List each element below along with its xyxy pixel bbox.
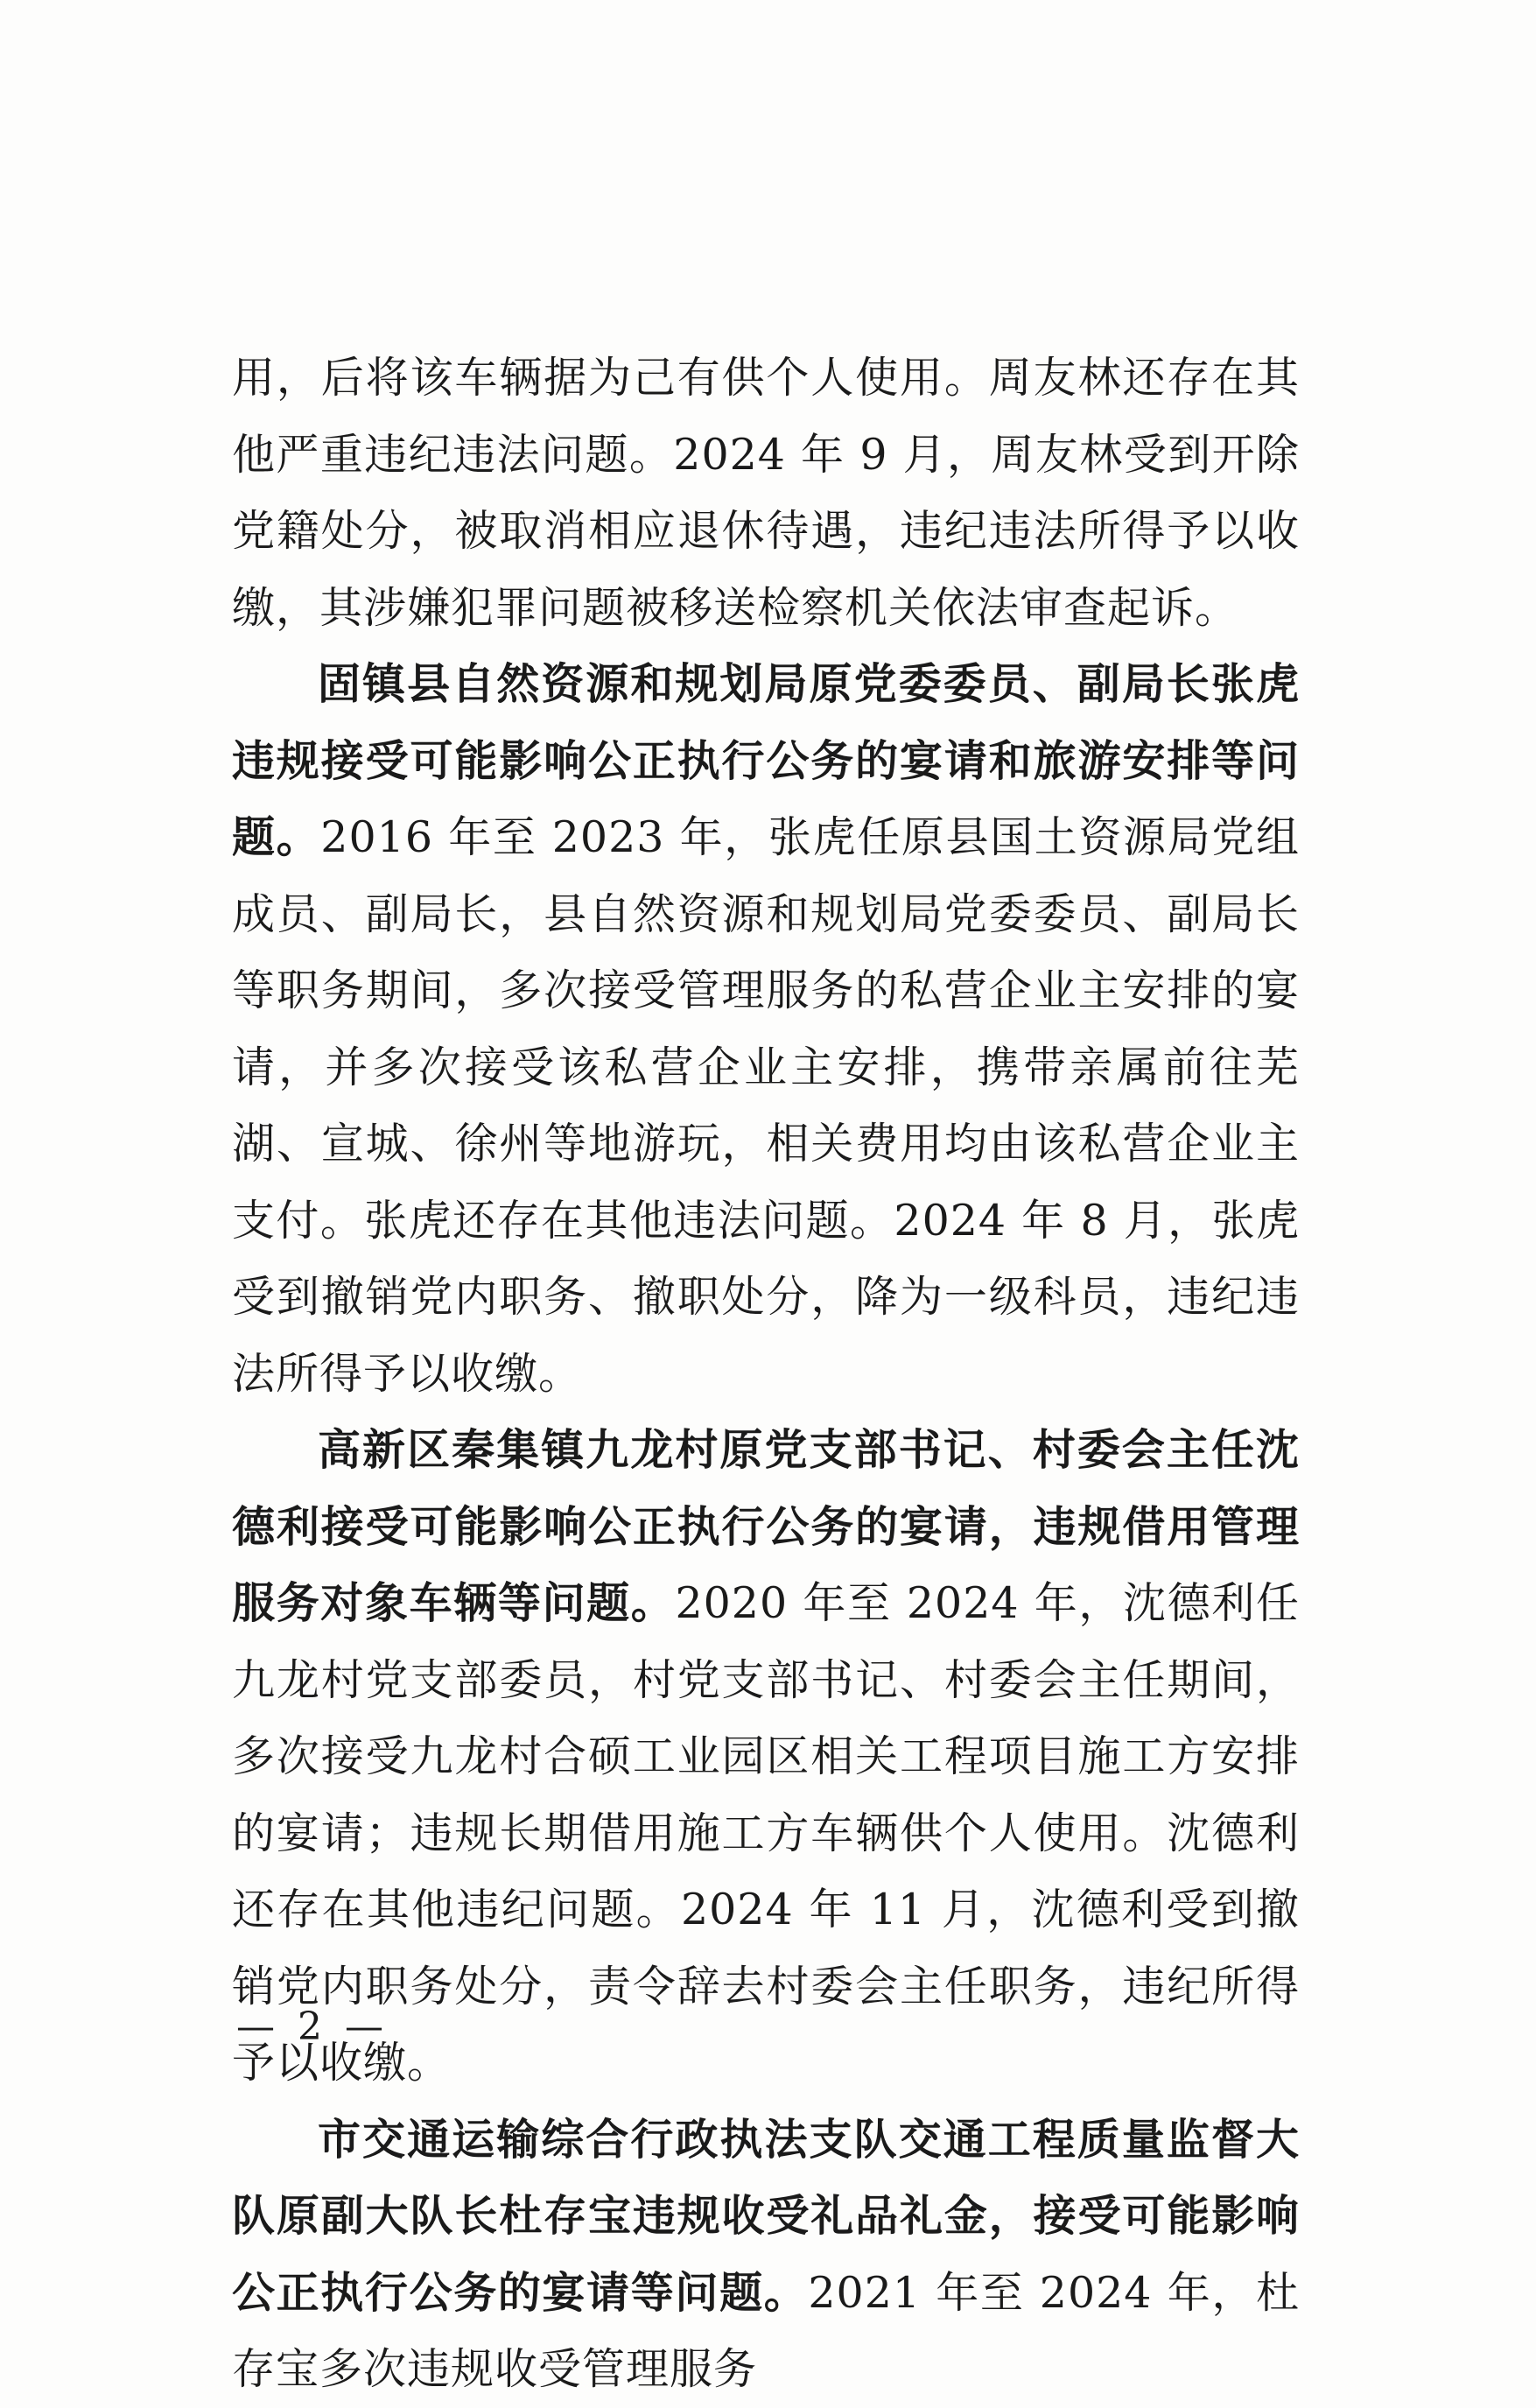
paragraph-case-du-cunbao [232,2102,1300,2408]
paragraph-lead-heading: 高新区秦集镇九龙村原党支部书记、村委会主任沈德利接受可能影响公正执行公务的宴请，违规借用管理服务对象车辆等问题。 [232,1425,1300,1628]
paragraph-body: 2021 年至 2024 年，杜存宝多次违规收受管理服务 [232,2267,1300,2394]
page-number: — 2 — [236,2004,389,2049]
paragraph-body: 用，后将该车辆据为己有供个人使用。周友林还存在其他严重违纪违法问题。2024 年 9 月，周友林受到开除党籍处分，被取消相应退休待遇，违纪违法所得予以收缴，其涉嫌犯罪问题被移送检察机关依法审查起诉。 [232,353,1300,633]
document-body [232,340,1300,2408]
paragraph-case-zhang-hu [232,646,1300,1412]
paragraph-body: 2020 年至 2024 年，沈德利任九龙村党支部委员，村党支部书记、村委会主任期间，多次接受九龙村合硕工业园区相关工程项目施工方安排的宴请；违规长期借用施工方车辆供个人使用。沈德利还存在其他违纪问题。2024 年 11 月，沈德利受到撤销党内职务处分，责令辞去村委会主任职务，违纪所得予以收缴。 [232,1578,1300,2088]
paragraph-lead-heading: 固镇县自然资源和规划局原党委委员、副局长张虎违规接受可能影响公正执行公务的宴请和旅游安排等问题。 [232,659,1300,862]
paragraph-lead-heading: 市交通运输综合行政执法支队交通工程质量监督大队原副大队长杜存宝违规收受礼品礼金，接受可能影响公正执行公务的宴请等问题。 [232,2114,1300,2318]
paragraph-body: 2016 年至 2023 年，张虎任原县国土资源局党组成员、副局长，县自然资源和规划局党委委员、副局长等职务期间，多次接受管理服务的私营企业主安排的宴请，并多次接受该私营企业主安排，携带亲属前往芜湖、宣城、徐州等地游玩，相关费用均由该私营企业主支付。张虎还存在其他违法问题。2024 年 8 月，张虎受到撤销党内职务、撤职处分，降为一级科员，违纪违法所得予以收缴。 [232,812,1300,1399]
paragraph-continuation [232,340,1300,646]
paragraph-case-shen-deli [232,1412,1300,2102]
